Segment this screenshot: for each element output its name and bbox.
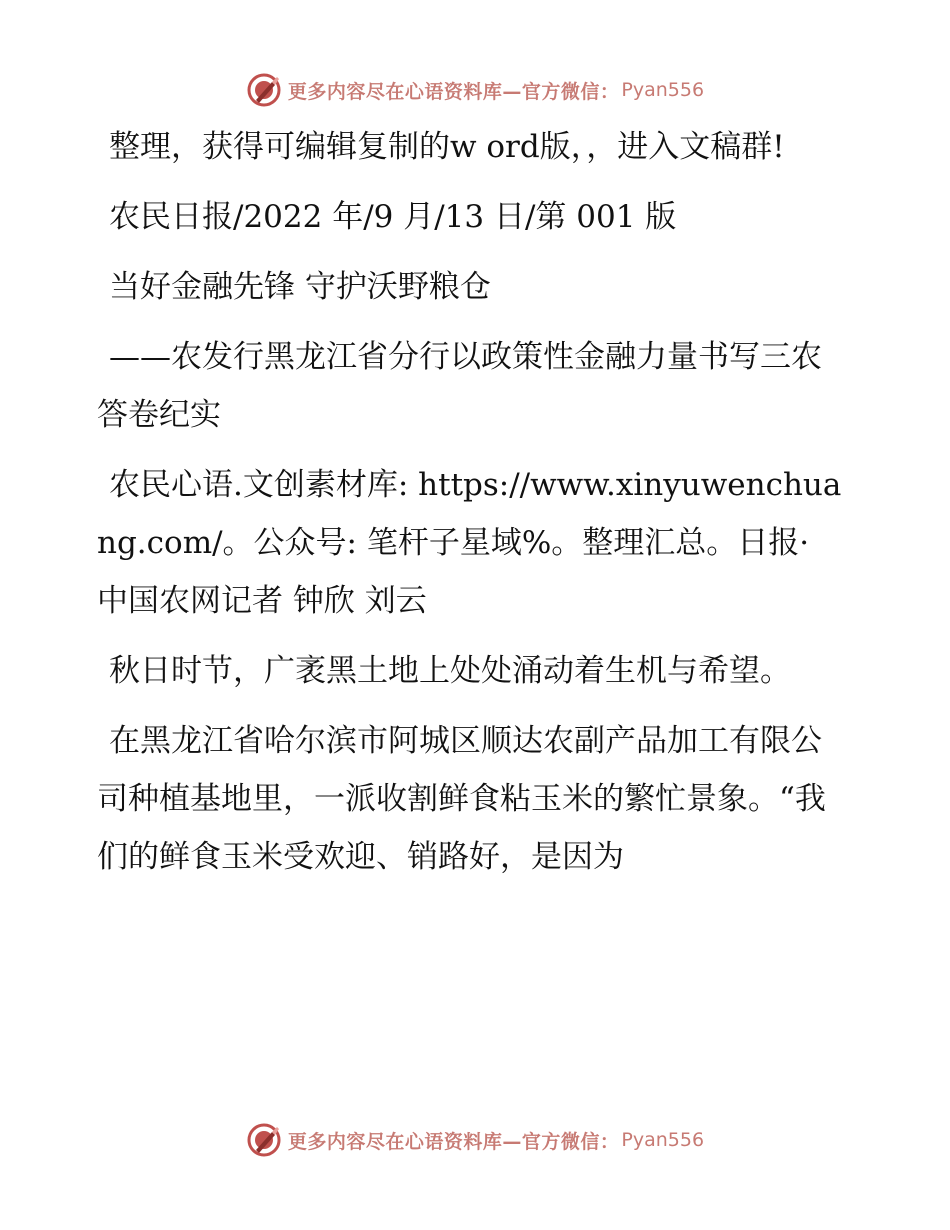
article-subtitle: ——农发行黑龙江省分行以政策性金融力量书写三农答卷纪实 xyxy=(97,339,822,433)
article-title: 当好金融先锋 守护沃野粮仓 xyxy=(109,269,491,305)
header-watermark-banner xyxy=(0,70,950,110)
wechat-id: Pyan556 xyxy=(621,79,705,101)
byline-paragraph: 农民心语.文创素材库: https://www.xinyuwenchuang.com/。公众号: 笔杆子星域%。整理汇总。日报· 中国农网记者 钟欣 刘云 xyxy=(97,467,842,619)
pen-logo-icon xyxy=(246,72,282,108)
document-body xyxy=(97,118,849,898)
intro-paragraph: 整理，获得可编辑复制的w ord版，，进入文稿群! xyxy=(109,129,785,165)
body-paragraph: 秋日时节，广袤黑土地上处处涌动着生机与希望。 xyxy=(109,653,791,689)
source-line: 农民日报/2022 年/9 月/13 日/第 001 版 xyxy=(109,199,677,235)
banner-text: 更多内容尽在心语资料库—官方微信： xyxy=(287,80,620,103)
body-paragraph: 在黑龙江省哈尔滨市阿城区顺达农副产品加工有限公司种植基地里，一派收割鲜食粘玉米的繁忙景象。“我们的鲜食玉米受欢迎、销路好，是因为 xyxy=(97,723,826,875)
wechat-id: Pyan556 xyxy=(621,1129,705,1151)
pen-logo-icon xyxy=(246,1122,282,1158)
banner-text: 更多内容尽在心语资料库—官方微信： xyxy=(287,1130,620,1153)
footer-watermark-banner xyxy=(0,1120,950,1160)
